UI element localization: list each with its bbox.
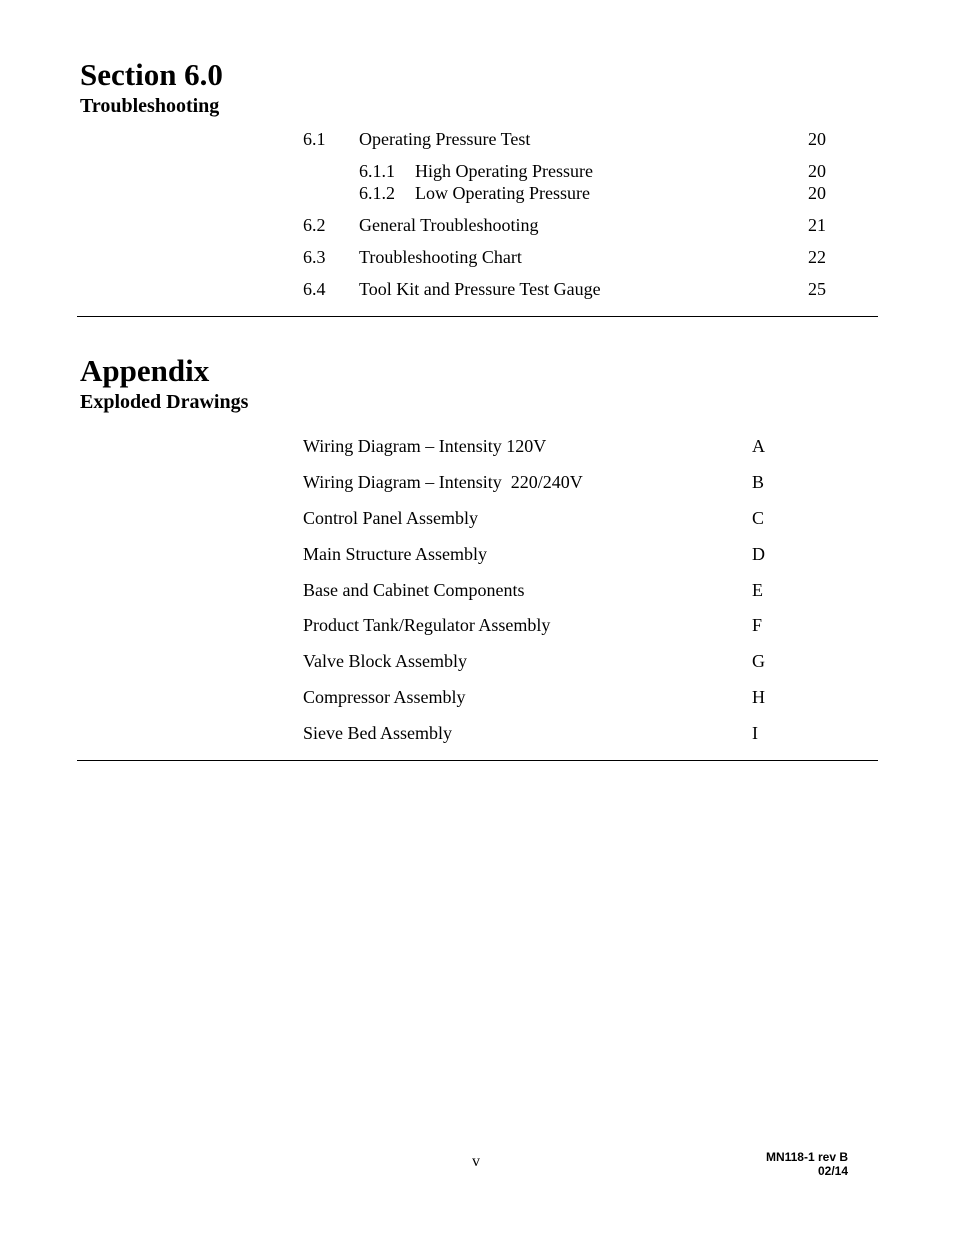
- appendix-entry-letter: D: [752, 544, 765, 564]
- page-number: v: [472, 1153, 480, 1170]
- appendix-entry-letter: E: [752, 580, 763, 600]
- appendix-entry-letter: A: [752, 436, 765, 456]
- appendix-divider: [77, 760, 878, 761]
- document-code: [766, 1150, 848, 1178]
- toc-subentry-number: 6.1.2: [359, 183, 395, 203]
- appendix-subtitle: Exploded Drawings: [80, 391, 249, 413]
- appendix-entry-label[interactable]: Wiring Diagram – Intensity 120V: [303, 436, 547, 456]
- section-subtitle: Troubleshooting: [80, 95, 220, 117]
- toc-entry-label[interactable]: Troubleshooting Chart: [359, 247, 522, 267]
- appendix-entry-label[interactable]: Control Panel Assembly: [303, 508, 478, 528]
- toc-entry-page: 22: [808, 247, 826, 267]
- appendix-entry-letter: C: [752, 508, 765, 528]
- toc-subentry-page: 20: [808, 161, 826, 181]
- toc-entry-number: 6.4: [303, 279, 326, 299]
- appendix-entry-letter: F: [752, 615, 763, 635]
- doc-date: 02/14: [817, 1164, 848, 1178]
- appendix-entry-label[interactable]: Compressor Assembly: [303, 687, 466, 707]
- toc-entry-page: 25: [808, 279, 826, 299]
- toc-subentry-label[interactable]: Low Operating Pressure: [415, 183, 590, 203]
- toc-subentry-label[interactable]: High Operating Pressure: [415, 161, 593, 181]
- toc-subentry-number: 6.1.1: [359, 161, 395, 181]
- toc-entry-label[interactable]: Operating Pressure Test: [359, 129, 531, 149]
- toc-entry-label[interactable]: General Troubleshooting: [359, 215, 539, 235]
- toc-entry-number: 6.3: [303, 247, 326, 267]
- appendix-entry-label[interactable]: Wiring Diagram – Intensity 220/240V: [303, 472, 583, 492]
- section-divider: [77, 316, 878, 317]
- appendix-entry-label[interactable]: Base and Cabinet Components: [303, 580, 525, 600]
- appendix-entry-letter: I: [752, 723, 758, 743]
- toc-entry-label[interactable]: Tool Kit and Pressure Test Gauge: [359, 279, 601, 299]
- appendix-entry-label[interactable]: Product Tank/Regulator Assembly: [303, 615, 551, 635]
- section-title: Section 6.0: [80, 57, 223, 92]
- doc-revision: MN118-1 rev B: [765, 1150, 848, 1164]
- toc-entry-number: 6.2: [303, 215, 326, 235]
- appendix-entry-label[interactable]: Sieve Bed Assembly: [303, 723, 452, 743]
- appendix-entry-label[interactable]: Main Structure Assembly: [303, 544, 487, 564]
- appendix-entry-letter: B: [752, 472, 765, 492]
- appendix-entry-letter: H: [752, 687, 765, 707]
- appendix-title: Appendix: [80, 353, 210, 388]
- toc-entry-number: 6.1: [303, 129, 326, 149]
- toc-entry-page: 20: [808, 129, 826, 149]
- appendix-entry-label[interactable]: Valve Block Assembly: [303, 651, 467, 671]
- toc-entry-page: 21: [808, 215, 826, 235]
- appendix-entry-letter: G: [752, 651, 765, 671]
- toc-subentry-page: 20: [808, 183, 826, 203]
